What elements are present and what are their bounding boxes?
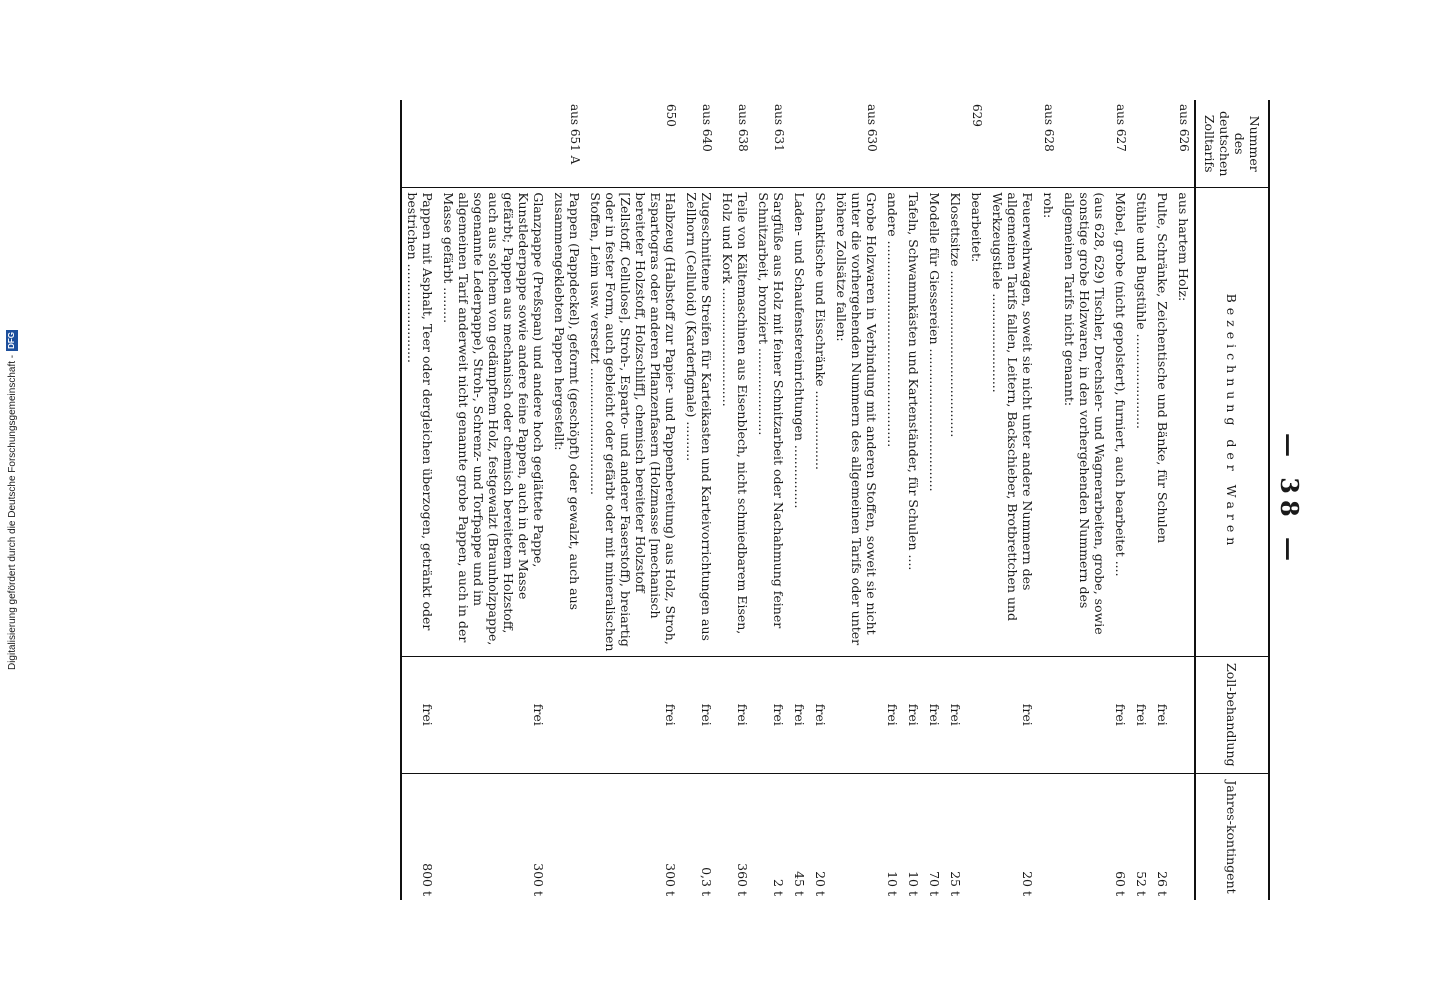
goods-description-cell: Möbel, grobe (nicht gepolstert), furniert, auch bearbeitet .... (1110, 188, 1131, 656)
scanned-page (140, 100, 1310, 900)
table-row (549, 100, 585, 900)
table-row (924, 100, 945, 900)
annual-quota-cell: 45 t (789, 774, 810, 900)
tariff-number-cell (438, 100, 549, 188)
tariff-table (400, 100, 1270, 900)
duty-treatment-cell: frei (438, 656, 549, 774)
goods-description-cell: Grobe Holzwaren in Verbindung mit anderen Stoffen, soweit sie nicht unter die vorhergehenden Nummern des allgemeinen Tarifs oder unter höhere Zollsätze fallen: (831, 188, 882, 656)
goods-description-cell: Teile von Kältemaschinen aus Eisenblech, nicht schmiedbarem Eisen, Holz und Kork .............................. (717, 188, 753, 656)
duty-treatment-cell: frei (401, 656, 438, 774)
table-row (831, 100, 882, 900)
goods-description-cell: (aus 628, 629) Tischler, Drechsler- und Wagnerarbeiten, grobe, sowie sonstige grobe Holzwaren, in den vorhergehenden Nummern des allgemeinen Tarifs nicht genannt: (1059, 188, 1110, 656)
table-row (438, 100, 549, 900)
goods-description-cell: Schanktische und Eisschränke .................... (810, 188, 831, 656)
goods-description-cell: Pappen mit Asphalt, Teer oder dergleichen überzogen, getränkt oder bestrichen ......................... (401, 188, 438, 656)
annual-quota-cell: 60 t (1110, 774, 1131, 900)
funding-note: Digitalisierung gefördert durch die Deutsche Forschungsgemeinschaft - (6, 354, 18, 671)
tariff-number-cell: aus 628 (1042, 104, 1056, 152)
goods-description-cell: Klosettsitze .......................................... (945, 188, 966, 656)
goods-description-cell: Stühle und Bugstühle ........................ (1131, 188, 1152, 656)
annual-quota-cell (1038, 774, 1059, 900)
dfg-logo: DFG (7, 331, 16, 349)
duty-treatment-cell: frei (810, 656, 831, 774)
goods-description-cell: bearbeitet: (966, 188, 987, 656)
annual-quota-cell: 300 t (438, 774, 549, 900)
duty-treatment-cell: frei (681, 656, 717, 774)
tariff-number-cell (789, 100, 810, 188)
table-row (789, 100, 810, 900)
annual-quota-cell: 70 t (924, 774, 945, 900)
table-row (987, 100, 1038, 900)
duty-treatment-cell (549, 656, 585, 774)
duty-treatment-cell (1038, 656, 1059, 774)
table-row (810, 100, 831, 900)
duty-treatment-cell: frei (945, 656, 966, 774)
duty-treatment-cell: frei (882, 656, 903, 774)
annual-quota-cell (831, 774, 882, 900)
tariff-number-cell: aus 638 (736, 104, 750, 152)
goods-description-cell: Pulte, Schränke, Zeichentische und Bänke, für Schulen (1152, 188, 1173, 656)
tariff-number-cell: aus 651 A (568, 104, 582, 165)
page-content (140, 100, 1310, 900)
table-row (1173, 100, 1195, 900)
tariff-number-cell (945, 100, 966, 188)
annual-quota-cell: 26 t (1152, 774, 1173, 900)
goods-description-cell: Modelle für Giessereien .................................... (924, 188, 945, 656)
table-row (1131, 100, 1152, 900)
annual-quota-cell: 300 t (585, 774, 681, 900)
table-row (1110, 100, 1131, 900)
duty-treatment-cell: frei (1131, 656, 1152, 774)
table-row (966, 100, 987, 900)
header-number: Nummer des deutschen Zolltarifs (1195, 100, 1269, 188)
header-treatment: Zoll-behandlung (1195, 656, 1269, 774)
annual-quota-cell (549, 774, 585, 900)
tariff-number-cell: aus 640 (700, 104, 714, 152)
tariff-number-cell (1059, 100, 1110, 188)
duty-treatment-cell (1173, 656, 1195, 774)
annual-quota-cell: 360 t (717, 774, 753, 900)
table-row (945, 100, 966, 900)
duty-treatment-cell: frei (903, 656, 924, 774)
duty-treatment-cell: frei (753, 656, 789, 774)
annual-quota-cell: 20 t (810, 774, 831, 900)
tariff-number-cell: aus 626 (1177, 104, 1191, 152)
duty-treatment-cell: frei (924, 656, 945, 774)
table-row (1059, 100, 1110, 900)
annual-quota-cell: 0,3 t (681, 774, 717, 900)
goods-description-cell: Zugeschnittene Streifen für Karteikasten und Karteivorrichtungen aus Zellhorn (Celluloid) (Karderfignale) .......... (681, 188, 717, 656)
goods-description-cell: aus hartem Holz: (1173, 188, 1195, 656)
annual-quota-cell (1059, 774, 1110, 900)
duty-treatment-cell (1059, 656, 1110, 774)
tariff-number-cell (924, 100, 945, 188)
annual-quota-cell (1173, 774, 1195, 900)
table-row (401, 100, 438, 900)
tariff-number-cell: aus 630 (865, 104, 879, 152)
duty-treatment-cell: frei (789, 656, 810, 774)
table-row (1038, 100, 1059, 900)
annual-quota-cell: 800 t (401, 774, 438, 900)
tariff-number-cell (401, 100, 438, 188)
table-row (882, 100, 903, 900)
annual-quota-cell: 20 t (987, 774, 1038, 900)
annual-quota-cell: 25 t (945, 774, 966, 900)
duty-treatment-cell: frei (1110, 656, 1131, 774)
table-row (717, 100, 753, 900)
side-note (4, 8, 20, 992)
goods-description-cell: Laden- und Schaufenstereinrichtungen ................ (789, 188, 810, 656)
tariff-number-cell: aus 627 (1114, 104, 1128, 152)
table-row (753, 100, 789, 900)
goods-description-cell: Feuerwehrwagen, soweit sie nicht unter andere Nummern des allgemeinen Tarifs fallen, Leitern, Backschieber, Brotbrettchen und Werkzeugstiele ......................... (987, 188, 1038, 656)
duty-treatment-cell: frei (585, 656, 681, 774)
tariff-number-cell (987, 100, 1038, 188)
annual-quota-cell: 10 t (882, 774, 903, 900)
page-number: — 38 — (1275, 432, 1304, 568)
goods-description-cell: Halbzeug (Halbstoff zur Papier- und Pappenbereitung) aus Holz, Stroh, Espartogras oder anderen Pflanzenfasern (Holzmasse [mechanisch bereiteter Holzstoff, Holzschliff], chemisch bereiteter Holzstoff [Zellstoff, Cellulose], Stroh-, Esparto- und anderer Faserstoff), breiartig oder in fester Form, auch gebleicht oder gefärbt oder mit mineralischen Stoffen, Leim usw. versetzt ................................ (585, 188, 681, 656)
table-header-row (1195, 100, 1269, 900)
duty-treatment-cell: frei (717, 656, 753, 774)
tariff-number-cell: 650 (664, 104, 678, 127)
header-quota: Jahres-kontingent (1195, 774, 1269, 900)
tariff-number-cell (903, 100, 924, 188)
duty-treatment-cell (966, 656, 987, 774)
tariff-number-cell: 629 (970, 104, 984, 127)
tariff-number-cell (1152, 100, 1173, 188)
tariff-number-cell (882, 100, 903, 188)
table-row (903, 100, 924, 900)
goods-description-cell: Tafeln, Schwammkästen und Kartenständer, für Schulen .... (903, 188, 924, 656)
table-row (1152, 100, 1173, 900)
table-row (681, 100, 717, 900)
header-description: Bezeichnung der Waren (1195, 188, 1269, 656)
table-row (585, 100, 681, 900)
duty-treatment-cell: frei (987, 656, 1038, 774)
tariff-body (401, 100, 1195, 900)
duty-treatment-cell (831, 656, 882, 774)
goods-description-cell: Sargfüße aus Holz mit feiner Schnitzarbeit oder Nachahmung feiner Schnitzarbeit, bronziert ...................... (753, 188, 789, 656)
duty-treatment-cell: frei (1152, 656, 1173, 774)
goods-description-cell: Pappen (Pappdeckel), geformt (geschöpft) oder gewalzt, auch aus zusammengeklebten Pappen hergestellt: (549, 188, 585, 656)
goods-description-cell: roh: (1038, 188, 1059, 656)
annual-quota-cell: 52 t (1131, 774, 1152, 900)
goods-description-cell: andere .................................................... (882, 188, 903, 656)
tariff-number-cell (810, 100, 831, 188)
annual-quota-cell: 10 t (903, 774, 924, 900)
annual-quota-cell (966, 774, 987, 900)
goods-description-cell: Glanzpappe (Preßspan) und andere hoch geglättete Pappe, Kunstlederpappe sowie andere feine Pappen, auch in der Masse gefärbt; Pappen aus mechanisch oder chemisch bereitetem Holzstoff, auch aus solchem von gedämpftem Holz, festgewalzt (Braunholzpappe, sogenannte Lederpappe), Stroh-, Schrenz- und Torfpappe und im allgemeinen Tarif anderweit nicht genannte grobe Pappen, auch in der Masse gefärbt ......... (438, 188, 549, 656)
tariff-number-cell: aus 631 (772, 104, 786, 152)
tariff-number-cell (1131, 100, 1152, 188)
annual-quota-cell: 2 t (753, 774, 789, 900)
